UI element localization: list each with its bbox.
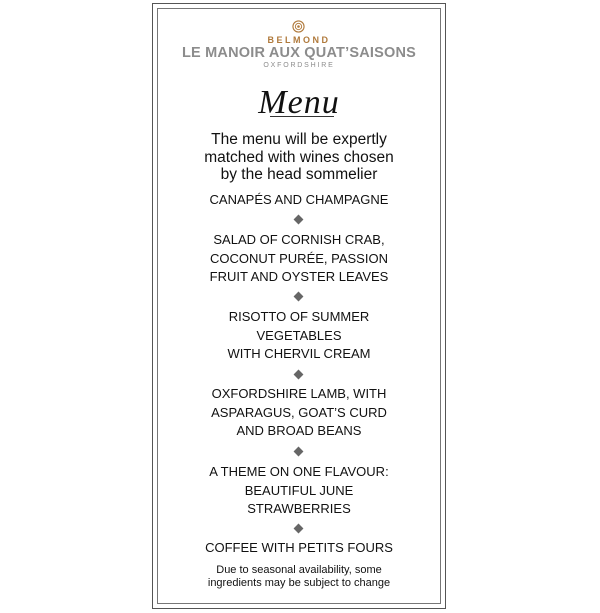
diamond-icon: [294, 215, 304, 225]
course-line: COFFEE WITH PETITS FOURS: [205, 540, 393, 555]
menu-card: [152, 3, 446, 609]
course-line: RISOTTO OF SUMMER: [228, 309, 370, 324]
brand-name: BELMOND: [267, 35, 331, 45]
course-line: OXFORDSHIRE LAMB, WITH: [211, 386, 387, 401]
menu-card-inner-border: [157, 8, 441, 604]
course-lamb: [158, 385, 440, 441]
course-line: CANAPÉS AND CHAMPAGNE: [209, 192, 389, 207]
course-line: WITH CHERVIL CREAM: [227, 346, 371, 361]
course-strawberries: [158, 463, 440, 519]
intro-line: The menu will be expertly: [211, 131, 387, 148]
region-name: OXFORDSHIRE: [263, 62, 335, 69]
heading-underline: [270, 116, 334, 117]
sun-emblem-icon: [292, 20, 305, 33]
footnote: [158, 564, 440, 590]
intro-line: by the head sommelier: [220, 166, 378, 183]
hotel-name: LE MANOIR AUX QUAT’SAISONS: [182, 45, 416, 61]
diamond-icon: [294, 370, 304, 380]
menu-heading: Menu: [258, 84, 340, 121]
course-coffee: [158, 539, 440, 558]
diamond-icon: [294, 447, 304, 457]
footnote-line: ingredients may be subject to change: [207, 577, 391, 589]
course-line: BEAUTIFUL JUNE: [244, 482, 354, 498]
course-line: VEGETABLES: [256, 327, 342, 343]
course-line: STRAWBERRIES: [247, 501, 351, 516]
intro-text: [158, 131, 440, 184]
course-line: SALAD OF CORNISH CRAB,: [213, 232, 385, 247]
course-crab-salad: [158, 231, 440, 287]
course-line: AND BROAD BEANS: [236, 423, 362, 438]
course-canapes: [158, 191, 440, 210]
diamond-icon: [294, 524, 304, 534]
intro-line: matched with wines chosen: [204, 148, 394, 166]
diamond-icon: [294, 292, 304, 302]
course-line: ASPARAGUS, GOAT’S CURD: [211, 404, 387, 420]
course-line: COCONUT PURÉE, PASSION: [210, 250, 388, 266]
course-line: FRUIT AND OYSTER LEAVES: [209, 269, 389, 284]
footnote-line: Due to seasonal availability, some: [216, 564, 382, 576]
course-risotto: [158, 308, 440, 364]
course-line: A THEME ON ONE FLAVOUR:: [209, 464, 389, 479]
